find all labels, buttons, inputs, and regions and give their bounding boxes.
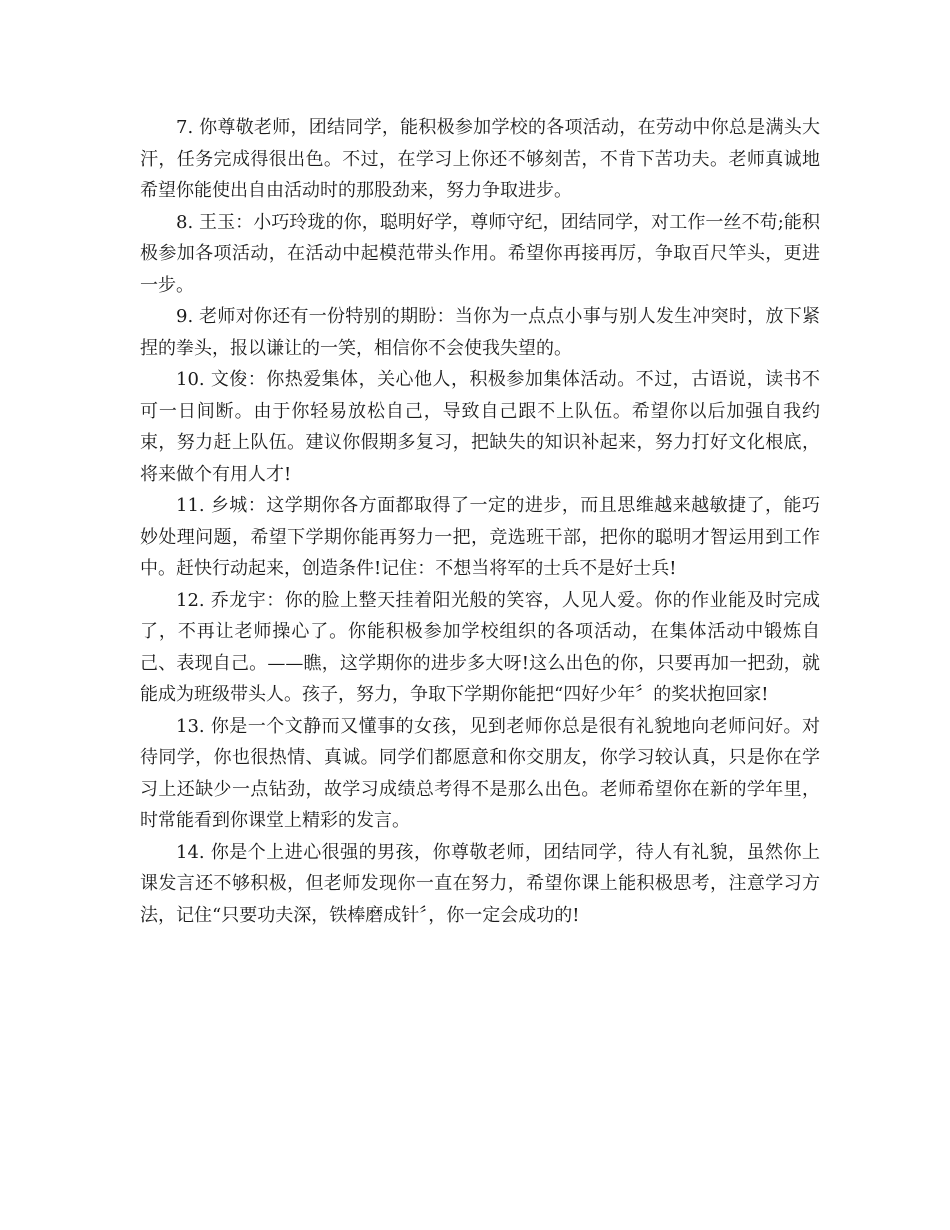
comment-paragraph-14: 14. 你是个上进心很强的男孩，你尊敬老师，团结同学，待人有礼貌，虽然你上课发言还不够积极，但老师发现你一直在努力，希望你课上能积极思考，注意学习方法，记住“只要功夫深，铁棒磨成针〞，你一定会成功的! (140, 841, 820, 926)
comment-paragraph-10: 10. 文俊：你热爱集体，关心他人，积极参加集体活动。不过，古语说，读书不可一日间断。由于你轻易放松自己，导致自己跟不上队伍。希望你以后加强自我约束，努力赶上队伍。建议你假期多复习，把缺失的知识补起来，努力打好文化根底，将来做个有用人才! (140, 369, 820, 485)
document-page (140, 112, 820, 931)
comment-paragraph-9: 9. 老师对你还有一份特别的期盼：当你为一点点小事与别人发生冲突时，放下紧捏的拳头，报以谦让的一笑，相信你不会使我失望的。 (140, 306, 820, 359)
comment-paragraph-8: 8. 王玉：小巧玲珑的你，聪明好学，尊师守纪，团结同学，对工作一丝不苟;能积极参加各项活动，在活动中起模范带头作用。希望你再接再厉，争取百尺竿头，更进一步。 (140, 211, 820, 296)
comment-paragraph-11: 11. 乡城：这学期你各方面都取得了一定的进步，而且思维越来越敏捷了，能巧妙处理问题，希望下学期你能再努力一把，竞选班干部，把你的聪明才智运用到工作中。赶快行动起来，创造条件!记住：不想当将军的士兵不是好士兵! (140, 495, 820, 579)
comment-paragraph-13: 13. 你是一个文静而又懂事的女孩，见到老师你总是很有礼貌地向老师问好。对待同学，你也很热情、真诚。同学们都愿意和你交朋友，你学习较认真，只是你在学习上还缺少一点钻劲，故学习成绩总考得不是那么出色。老师希望你在新的学年里，时常能看到你课堂上精彩的发言。 (140, 715, 820, 831)
comment-paragraph-12: 12. 乔龙宇：你的脸上整天挂着阳光般的笑容，人见人爱。你的作业能及时完成了，不再让老师操心了。你能积极参加学校组织的各项活动，在集体活动中锻炼自己、表现自己。——瞧，这学期你的进步多大呀!这么出色的你，只要再加一把劲，就能成为班级带头人。孩子，努力，争取下学期你能把“四好少年〞的奖状抱回家! (140, 589, 820, 705)
comment-paragraph-7: 7. 你尊敬老师，团结同学，能积极参加学校的各项活动，在劳动中你总是满头大汗，任务完成得很出色。不过，在学习上你还不够刻苦，不肯下苦功夫。老师真诚地希望你能使出自由活动时的那股劲来，努力争取进步。 (140, 117, 820, 201)
